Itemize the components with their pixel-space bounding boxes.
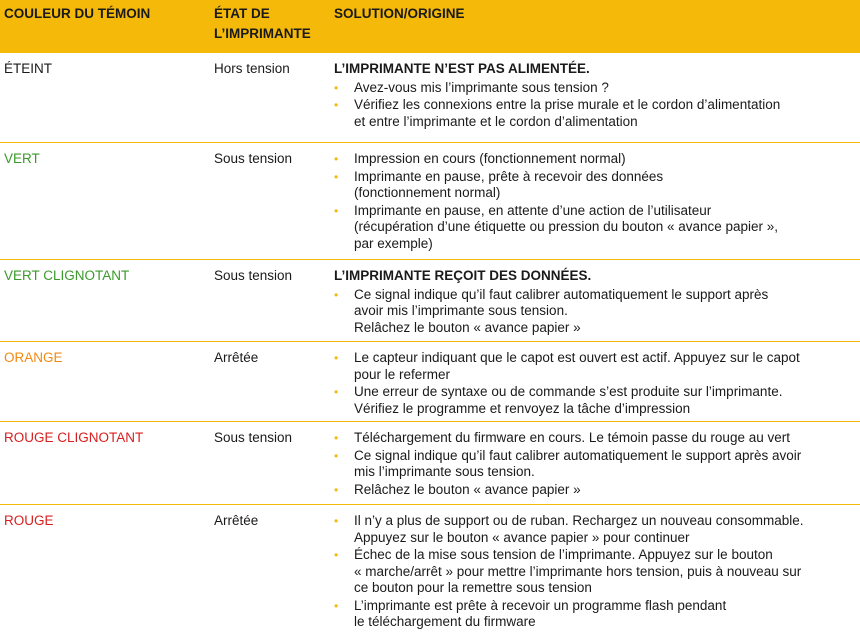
led-color-cell: ROUGE CLIGNOTANT [4, 430, 144, 445]
table-row [0, 341, 860, 421]
bullet-icon: • [334, 351, 339, 365]
solution-item-line: Avez-vous mis l’imprimante sous tension ? [354, 79, 609, 95]
solution-item [334, 547, 860, 597]
solution-item-line: ce bouton pour la remettre sous tension [354, 580, 592, 595]
solution-item [334, 482, 860, 499]
led-color-cell: VERT CLIGNOTANT [4, 268, 130, 283]
solution-item-line: pour le refermer [354, 366, 451, 382]
table-header [0, 0, 860, 52]
solution-list [334, 151, 860, 252]
bullet-icon: • [334, 598, 339, 613]
led-color-cell: VERT [4, 151, 40, 166]
printer-state-cell: Arrêtée [214, 513, 259, 528]
solution-cell [323, 260, 860, 341]
solution-item-line: avoir mis l’imprimante sous tension. [354, 303, 568, 318]
printer-state-cell: Sous tension [214, 430, 293, 445]
table-body [0, 52, 860, 639]
solution-item-line: Il n’y a plus de support ou de ruban. Rechargez un nouveau consommable. [354, 513, 804, 528]
solution-item-line: Relâchez le bouton « avance papier » [354, 319, 581, 335]
header-printer-state [205, 0, 323, 52]
solution-item [334, 287, 860, 337]
solution-list [334, 80, 860, 131]
printer-state-cell: Sous tension [214, 268, 293, 283]
solution-item-line: Impression en cours (fonctionnement normal) [354, 151, 626, 166]
solution-cell [323, 143, 860, 259]
solution-item-line: Échec de la mise sous tension de l’imprimante. Appuyez sur le bouton [354, 547, 773, 562]
led-color-cell: ÉTEINT [4, 61, 53, 76]
bullet-icon: • [334, 287, 339, 302]
bullet-icon: • [334, 203, 339, 218]
bullet-icon: • [334, 431, 339, 445]
bullet-icon: • [334, 514, 339, 528]
led-color-cell: ORANGE [4, 350, 63, 365]
bullet-icon: • [334, 548, 339, 562]
solution-item [334, 169, 860, 202]
solution-item-line: Ce signal indique qu’il faut calibrer automatiquement le support après [354, 286, 769, 302]
solution-item-line: (fonctionnement normal) [354, 185, 501, 200]
solution-item-line: Téléchargement du firmware en cours. Le témoin passe du rouge au vert [354, 430, 790, 445]
solution-item [334, 513, 860, 546]
solution-item [334, 350, 860, 383]
bullet-icon: • [334, 482, 339, 497]
solution-list [334, 430, 860, 498]
solution-item [334, 203, 860, 253]
solution-item-line: et entre l’imprimante et le cordon d’alimentation [354, 113, 638, 129]
solution-list [334, 287, 860, 337]
solution-item-line: Une erreur de syntaxe ou de commande s’est produite sur l’imprimante. [354, 384, 783, 399]
solution-item-line: le téléchargement du firmware [354, 614, 536, 629]
solution-heading: L’IMPRIMANTE REÇOIT DES DONNÉES. [334, 268, 592, 283]
solution-item-line: Imprimante en pause, en attente d’une action de l’utilisateur [354, 202, 712, 218]
table-row [0, 142, 860, 259]
printer-state-cell: Hors tension [214, 61, 290, 76]
bullet-icon: • [334, 385, 339, 399]
header-printer-state-line1: ÉTAT DE [214, 6, 270, 21]
table-row [0, 504, 860, 639]
bullet-icon: • [334, 169, 339, 184]
table-row [0, 421, 860, 504]
solution-item-line: Relâchez le bouton « avance papier » [354, 481, 581, 497]
table-row [0, 52, 860, 142]
solution-cell [323, 53, 860, 142]
solution-list [334, 350, 860, 417]
solution-item-line: (récupération d’une étiquette ou pression du bouton « avance papier », [354, 219, 779, 234]
solution-item [334, 384, 860, 417]
table-row [0, 259, 860, 341]
solution-item [334, 97, 860, 130]
solution-item-line: par exemple) [354, 235, 433, 251]
solution-list [334, 513, 860, 631]
solution-cell [323, 342, 860, 421]
solution-item [334, 151, 860, 168]
solution-heading: L’IMPRIMANTE N’EST PAS ALIMENTÉE. [334, 61, 590, 76]
solution-item-line: L’imprimante est prête à recevoir un programme flash pendant [354, 597, 727, 613]
solution-item-line: Le capteur indiquant que le capot est ouvert est actif. Appuyez sur le capot [354, 350, 800, 365]
bullet-icon: • [334, 448, 339, 463]
led-color-cell: ROUGE [4, 513, 54, 528]
solution-item-line: Appuyez sur le bouton « avance papier » pour continuer [354, 529, 690, 545]
bullet-icon: • [334, 98, 339, 112]
solution-item-line: « marche/arrêt » pour mettre l’imprimante hors tension, puis à nouveau sur [354, 563, 802, 579]
printer-state-cell: Arrêtée [214, 350, 259, 365]
solution-cell [323, 505, 860, 639]
solution-item-line: Ce signal indique qu’il faut calibrer automatiquement le support après avoir [354, 447, 802, 463]
header-printer-state-line2: L’IMPRIMANTE [214, 26, 311, 41]
solution-item-line: mis l’imprimante sous tension. [354, 464, 535, 479]
header-led-color: COULEUR DU TÉMOIN [4, 6, 151, 21]
solution-item [334, 430, 860, 447]
solution-item-line: Imprimante en pause, prête à recevoir des données [354, 168, 664, 184]
solution-item [334, 448, 860, 481]
solution-item-line: Vérifiez le programme et renvoyez la tâche d’impression [354, 400, 691, 416]
bullet-icon: • [334, 152, 339, 166]
header-solution: SOLUTION/ORIGINE [334, 6, 465, 21]
solution-item [334, 80, 860, 97]
bullet-icon: • [334, 80, 339, 95]
printer-state-cell: Sous tension [214, 151, 293, 166]
solution-item [334, 598, 860, 631]
solution-cell [323, 422, 860, 504]
solution-item-line: Vérifiez les connexions entre la prise murale et le cordon d’alimentation [354, 97, 781, 112]
